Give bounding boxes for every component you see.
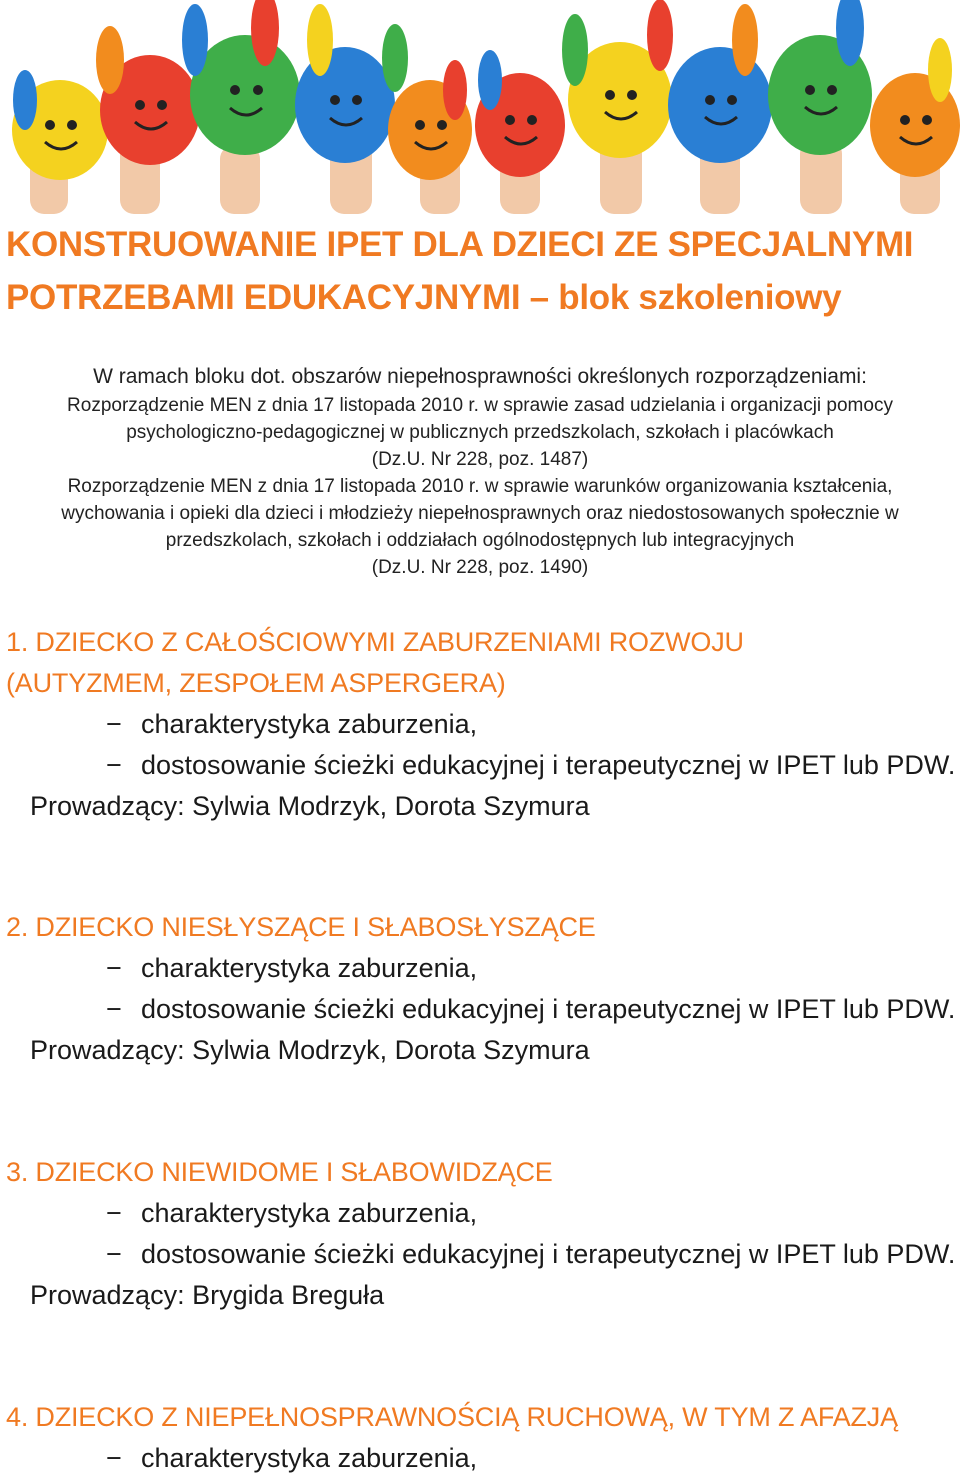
- painted-hands-image: [0, 0, 960, 214]
- section-1-bullets: [6, 704, 956, 786]
- section-2-title: 2. DZIECKO NIESŁYSZĄCE I SŁABOSŁYSZĄCE: [6, 912, 596, 942]
- list-item: [6, 745, 956, 786]
- list-item: [6, 1193, 956, 1234]
- document-title: [6, 218, 956, 324]
- bullet-text: charakterystyka zaburzenia,: [141, 953, 478, 983]
- bullet-text: dostosowanie ścieżki edukacyjnej i terapeutycznej w IPET lub PDW.: [141, 750, 956, 780]
- dash-bullet: −: [106, 1443, 122, 1473]
- section-3-leader: Prowadzący: Brygida Breguła: [30, 1280, 385, 1310]
- bullet-text: charakterystyka zaburzenia,: [141, 1198, 478, 1228]
- dash-bullet: −: [106, 994, 122, 1024]
- section-2-bullets: [6, 948, 956, 1030]
- section-4: [6, 1397, 956, 1479]
- section-4-title: 4. DZIECKO Z NIEPEŁNOSPRAWNOŚCIĄ RUCHOWĄ, W TYM Z AFAZJĄ: [6, 1402, 898, 1432]
- dash-bullet: −: [106, 750, 122, 780]
- title-line-2: POTRZEBAMI EDUKACYJNYMI – blok szkoleniowy: [6, 278, 842, 317]
- regulation-1-line-2: psychologiczno-pedagogicznej w publicznych przedszkolach, szkołach i placówkach: [126, 422, 834, 443]
- intro-lead: W ramach bloku dot. obszarów niepełnosprawności określonych rozporządzeniami:: [93, 365, 867, 388]
- regulation-2-line-2: wychowania i opieki dla dzieci i młodzieży niepełnosprawnych oraz niedostosowanych społecznie w: [61, 503, 899, 524]
- dash-bullet: −: [106, 1239, 122, 1269]
- section-3-bullets: [6, 1193, 956, 1275]
- list-item: [6, 1438, 956, 1479]
- section-1-title-line-1: 1. DZIECKO Z CAŁOŚCIOWYMI ZABURZENIAMI ROZWOJU: [6, 627, 744, 657]
- section-4-bullets: [6, 1438, 956, 1479]
- intro-block: [0, 362, 960, 581]
- section-3: [6, 1152, 956, 1315]
- regulation-2-line-1: Rozporządzenie MEN z dnia 17 listopada 2010 r. w sprawie warunków organizowania kształcenia,: [67, 476, 893, 497]
- section-3-title: 3. DZIECKO NIEWIDOME I SŁABOWIDZĄCE: [6, 1157, 553, 1187]
- list-item: [6, 989, 956, 1030]
- list-item: [6, 948, 956, 989]
- title-line-1: KONSTRUOWANIE IPET DLA DZIECI ZE SPECJALNYMI: [6, 225, 914, 264]
- section-2: [6, 907, 956, 1070]
- section-1: [6, 622, 956, 826]
- banner-image: [0, 0, 960, 214]
- bullet-text: charakterystyka zaburzenia,: [141, 1443, 478, 1473]
- regulation-1-line-1: Rozporządzenie MEN z dnia 17 listopada 2010 r. w sprawie zasad udzielania i organizacji pomocy: [67, 395, 893, 416]
- regulation-2-line-4: (Dz.U. Nr 228, poz. 1490): [371, 557, 589, 578]
- bullet-text: dostosowanie ścieżki edukacyjnej i terapeutycznej w IPET lub PDW.: [141, 1239, 956, 1269]
- dash-bullet: −: [106, 709, 122, 739]
- section-1-title-line-2: (AUTYZMEM, ZESPOŁEM ASPERGERA): [6, 668, 506, 698]
- bullet-text: charakterystyka zaburzenia,: [141, 709, 478, 739]
- section-1-leader: Prowadzący: Sylwia Modrzyk, Dorota Szymura: [30, 791, 590, 821]
- bullet-text: dostosowanie ścieżki edukacyjnej i terapeutycznej w IPET lub PDW.: [141, 994, 956, 1024]
- dash-bullet: −: [106, 953, 122, 983]
- list-item: [6, 1234, 956, 1275]
- dash-bullet: −: [106, 1198, 122, 1228]
- regulation-1-line-3: (Dz.U. Nr 228, poz. 1487): [371, 449, 589, 470]
- list-item: [6, 704, 956, 745]
- regulation-2-line-3: przedszkolach, szkołach i oddziałach ogólnodostępnych lub integracyjnych: [165, 530, 795, 551]
- section-2-leader: Prowadzący: Sylwia Modrzyk, Dorota Szymura: [30, 1035, 590, 1065]
